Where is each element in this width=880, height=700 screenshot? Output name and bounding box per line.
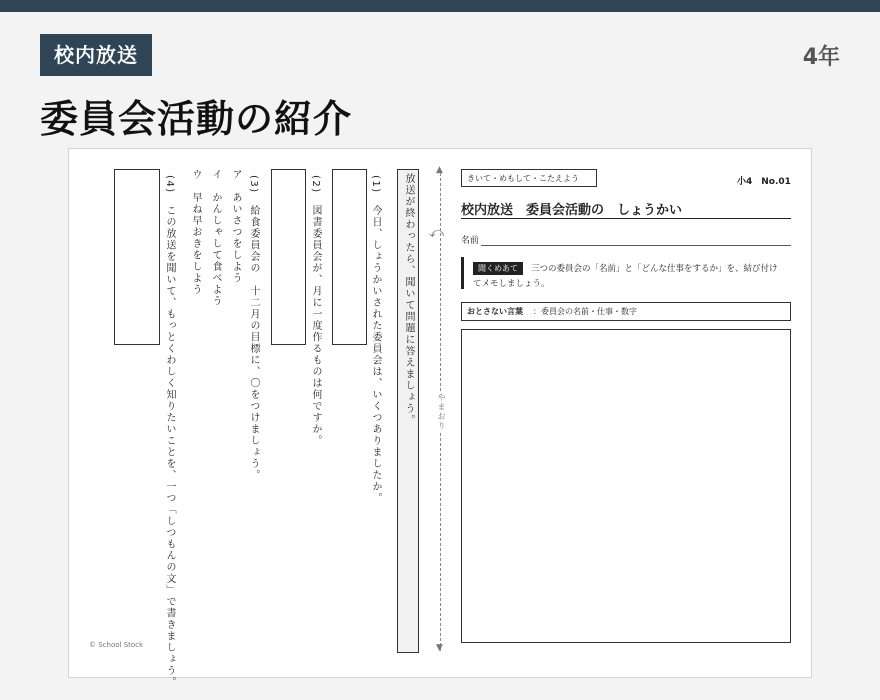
fold-arrow-bottom: ▼	[436, 643, 443, 653]
answer-box-1[interactable]	[332, 169, 367, 345]
title-rule	[461, 218, 791, 219]
option-a: ア あいさつをしよう	[230, 169, 241, 284]
memo-area[interactable]	[461, 329, 791, 643]
grade-label: 4年	[802, 45, 840, 70]
question-3: (3) 給食委員会の 十二月の目標に、〇をつけましょう。	[248, 175, 259, 482]
worksheet-code: 小4 No.01	[737, 177, 791, 187]
option-u: ウ 早ね早おきをしよう	[190, 169, 201, 296]
answer-box-2[interactable]	[271, 169, 306, 345]
fold-arrow-top: ▲	[436, 165, 443, 175]
name-field[interactable]	[481, 245, 791, 246]
name-label: 名前	[461, 236, 480, 246]
fold-icon: ⤺	[429, 225, 444, 241]
keyword-label: おとさない言葉	[467, 307, 523, 316]
answer-box-4[interactable]	[114, 169, 160, 345]
goal-badge: 聞くめあて	[473, 262, 523, 275]
option-i: イ かんしゃして食べよう	[210, 169, 221, 307]
fold-label: やまおり	[437, 393, 446, 431]
page-title: 委員会活動の紹介	[40, 97, 353, 141]
worksheet	[68, 148, 812, 689]
question-1: (1) 今日、しょうかいされた委員会は、いくつありましたか。	[370, 175, 381, 505]
instruction-tab-text: きいて・めもして・こたえよう	[467, 174, 579, 183]
question-4: (4) この放送を聞いて、もっとくわしく知りたいことを、一つ「しつもんの文」で書きましょう。	[164, 175, 175, 689]
goal-text-line2: てメモしましょう。	[473, 279, 550, 289]
copyright: © School Stock	[89, 641, 144, 649]
category-tag: 校内放送	[40, 34, 152, 76]
question-2: (2) 図書委員会が、月に一度作るものは何ですか。	[310, 175, 321, 447]
instruction-text: 放送が終わったら、聞いて問題に答えましょう。	[403, 173, 414, 426]
goal-text-line1: 三つの委員会の「名前」と「どんな仕事をするか」を、結び付け	[531, 264, 778, 274]
goal-bar	[461, 257, 464, 289]
worksheet-title: 校内放送 委員会活動の しょうかい	[461, 203, 683, 218]
top-bar	[0, 0, 880, 12]
keyword-text: ：委員会の名前・仕事・数字	[533, 307, 637, 316]
